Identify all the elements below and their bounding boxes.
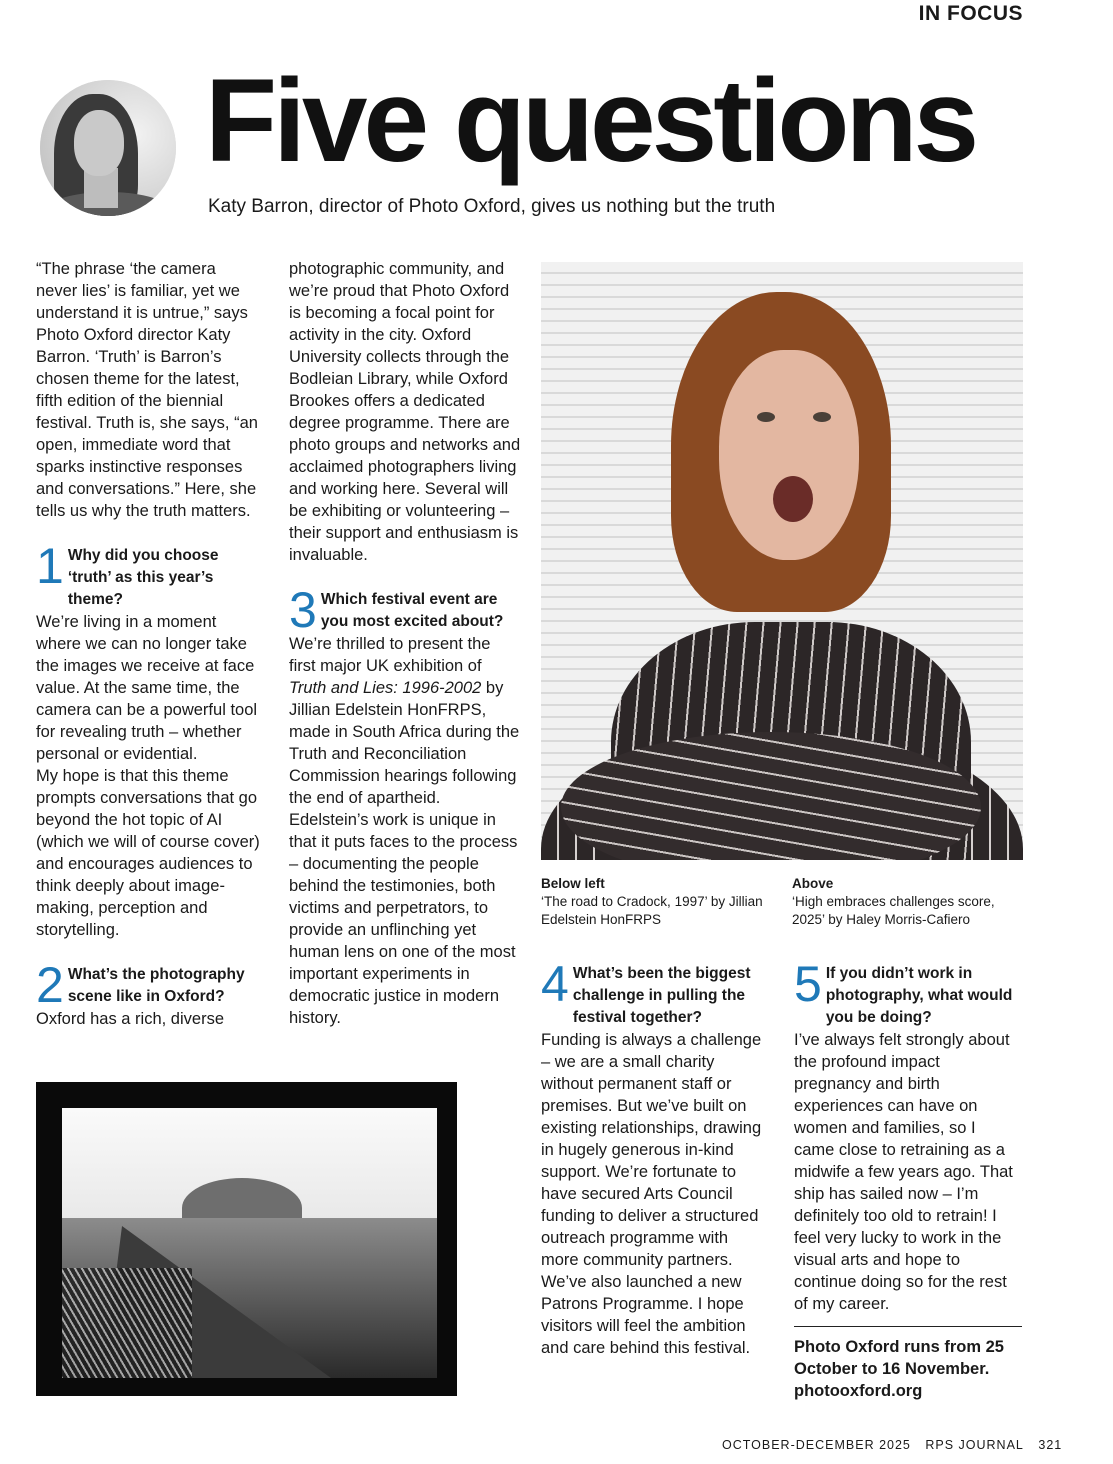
article-column-2 — [289, 258, 521, 1029]
caption-heading: Below left — [541, 876, 605, 891]
question-number: 4 — [541, 956, 569, 1012]
answer-paragraph: photographic community, and we’re proud that Photo Oxford is becoming a focal point for activity in the city. Oxford University collects through the Bodleian Library, while Oxford Brookes offers a dedicated degree programme. There are photo groups and networks and acclaimed photographers living and working here. Several will be exhibiting or volunteering – their support and enthusiasm is invaluable. — [289, 260, 521, 564]
answer-paragraph: I’ve always felt strongly about the profound impact pregnancy and birth experiences can have on women and families, so I came close to retraining as a midwife a few years ago. That ship has sailed now – I’m definitely too old to retrain! I feel very lucky to work in the visual arts and hope to continue doing so for the rest of my career. — [794, 1031, 1013, 1313]
exhibition-title: Truth and Lies: 1996-2002 — [289, 679, 482, 697]
caption-heading: Above — [792, 876, 834, 891]
festival-info: Photo Oxford runs from 25 October to 16 November. photooxford.org — [794, 1338, 1004, 1400]
section-tag: IN FOCUS — [918, 2, 1023, 25]
answer-paragraph: We’ve also launched a new Patrons Programme. I hope visitors will feel the ambition and care behind this festival. — [541, 1273, 751, 1357]
article-column-1 — [36, 258, 261, 1030]
page-footer — [722, 1438, 1072, 1452]
question-number: 5 — [794, 956, 822, 1012]
divider — [794, 1326, 1022, 1327]
caption-text: ‘High embraces challenges score, 2025’ by Haley Morris-Cafiero — [792, 894, 995, 927]
question-2 — [36, 957, 261, 1013]
question-1 — [36, 538, 261, 611]
page-number: 321 — [1038, 1438, 1063, 1452]
article-column-3 — [541, 956, 763, 1359]
question-text: If you didn’t work in photography, what would you be doing? — [825, 965, 1013, 1026]
question-4 — [541, 956, 763, 1029]
question-text: What’s the photography scene like in Oxford? — [67, 966, 245, 1005]
answer-paragraph: We’re thrilled to present the first major UK exhibition of Truth and Lies: 1996-2002 by Jillian Edelstein HonFRPS, made in South Africa during the Truth and Reconciliation Commission hearings following the end of apartheid. Edelstein’s work is unique in that it puts faces to the process – documenting the people behind the testimonies, both victims and perpetrators, to provide an unflinching yet human lens on one of the most important experiments in democratic justice in modern history. — [289, 635, 520, 1027]
issue-date: OCTOBER-DECEMBER 2025 — [722, 1438, 911, 1452]
caption-below-left — [541, 875, 771, 929]
answer-paragraph: We’re living in a moment where we can no longer take the images we receive at face value. At the same time, the camera can be a powerful tool for revealing truth – whether personal or evidential. — [36, 613, 258, 763]
answer-paragraph: My hope is that this theme prompts conversations that go beyond the hot topic of AI (which we will of course cover) and encourages audiences to think deeply about image-making, perception and storytelling. — [36, 767, 260, 939]
headline: Five questions — [205, 55, 976, 187]
question-text: Which festival event are you most excited about? — [320, 591, 504, 630]
caption-text: ‘The road to Cradock, 1997’ by Jillian Edelstein HonFRPS — [541, 894, 763, 927]
question-number: 2 — [36, 957, 64, 1013]
question-text: Why did you choose ‘truth’ as this year’s theme? — [67, 547, 219, 608]
question-5 — [794, 956, 1020, 1029]
question-number: 3 — [289, 582, 317, 638]
question-3 — [289, 582, 521, 638]
intro-paragraph: “The phrase ‘the camera never lies’ is familiar, yet we understand it is untrue,” says Photo Oxford director Katy Barron. ‘Truth’ is Barron’s chosen theme for the latest, fifth edition of the biennial festival. Truth is, she says, “an open, immediate word that sparks instinctive responses and conversations.” Here, she tells us why the truth matters. — [36, 260, 258, 520]
caption-above — [792, 875, 1022, 929]
article-column-4 — [794, 956, 1020, 1315]
portrait-photo-haley-morris-cafiero — [541, 262, 1023, 860]
answer-paragraph: Oxford has a rich, diverse — [36, 1010, 224, 1028]
road-to-cradock-photo — [36, 1082, 457, 1396]
author-portrait — [40, 80, 176, 216]
answer-paragraph: Funding is always a challenge – we are a small charity without permanent staff or premises. But we’ve built on existing relationships, drawing in hugely generous in-kind support. We’re fortunate to have secured Arts Council funding to deliver a structured outreach programme with more community partners. — [541, 1031, 762, 1269]
question-text: What’s been the biggest challenge in pulling the festival together? — [572, 965, 751, 1026]
publication-name: RPS JOURNAL — [925, 1438, 1024, 1452]
standfirst: Katy Barron, director of Photo Oxford, gives us nothing but the truth — [208, 196, 776, 217]
question-number: 1 — [36, 538, 64, 594]
